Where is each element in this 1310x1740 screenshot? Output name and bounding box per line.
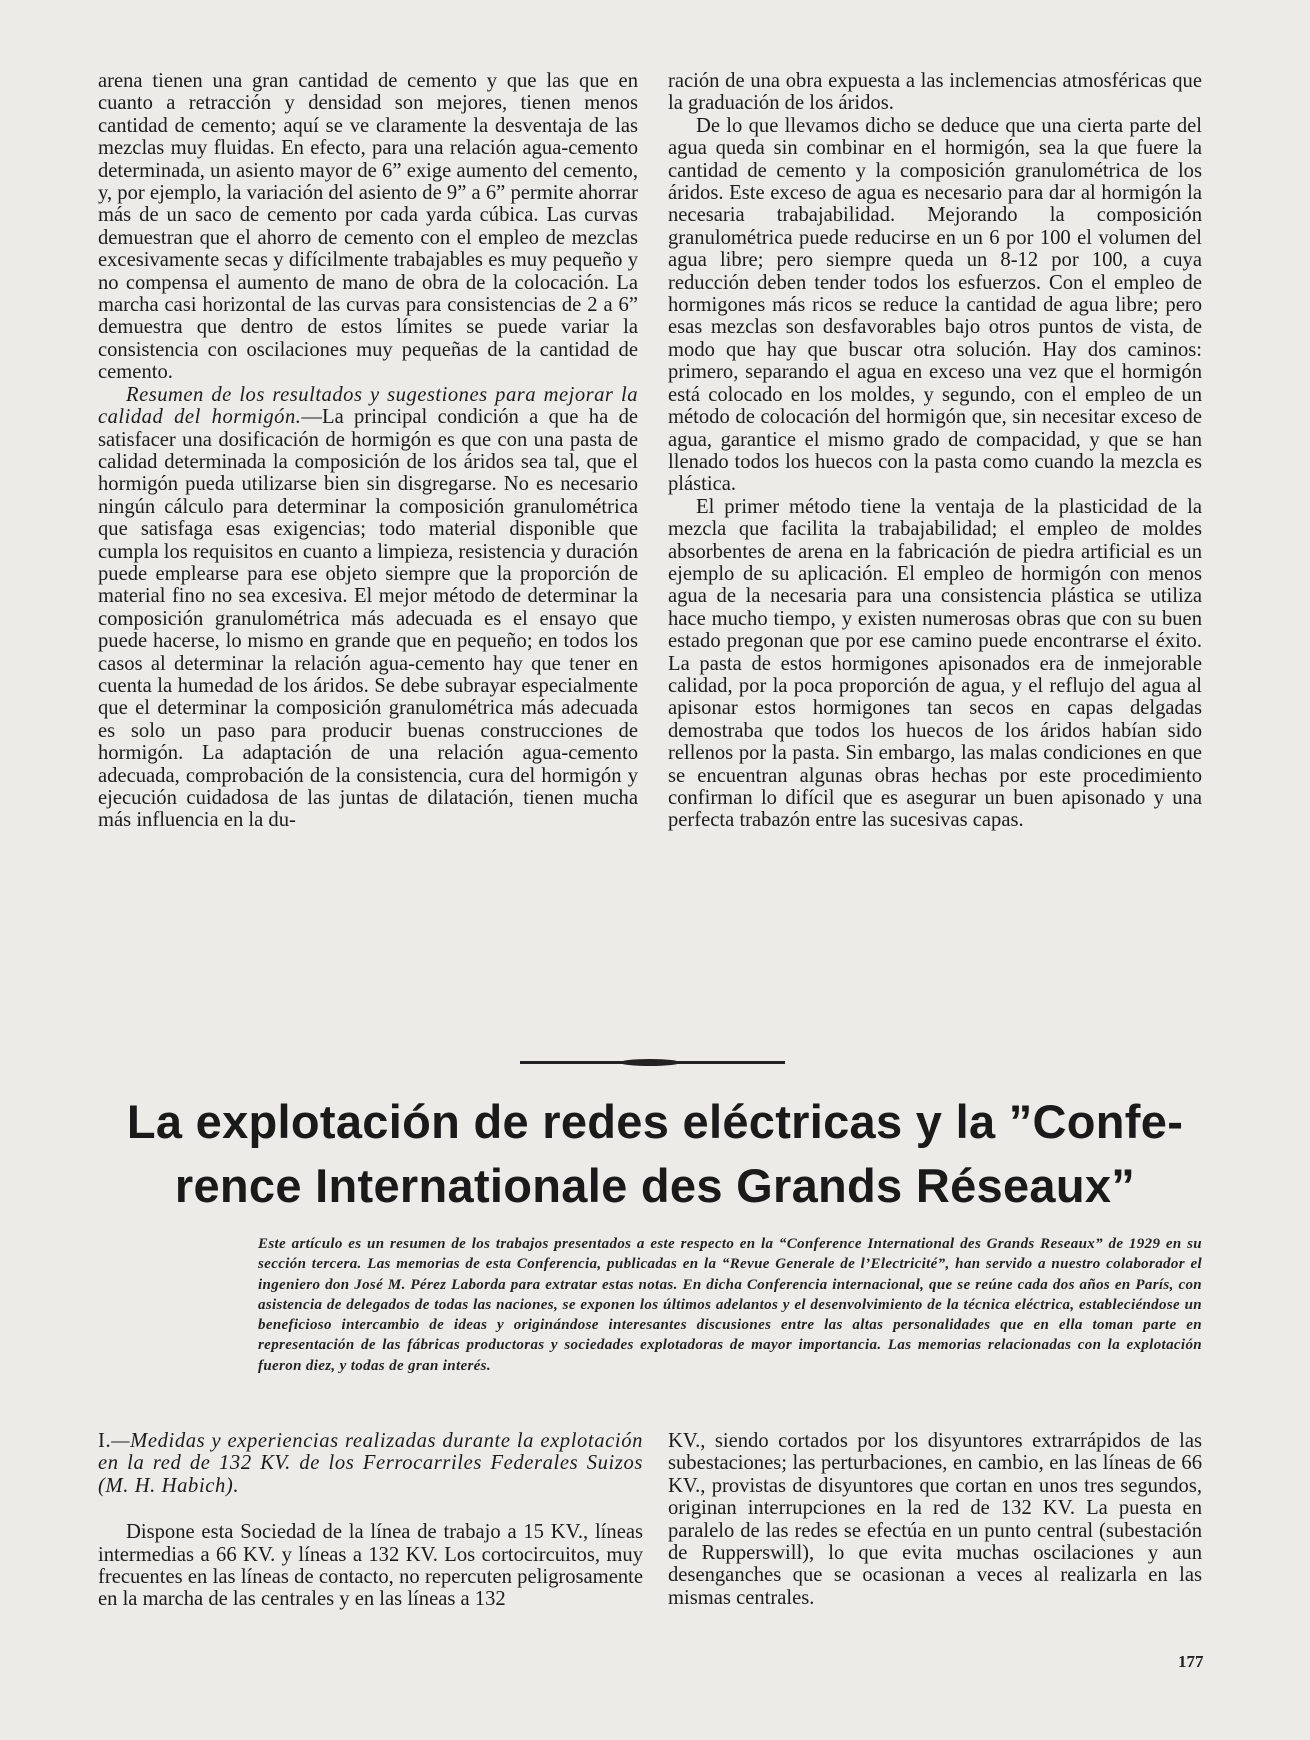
left-column [98, 70, 638, 832]
article-right-paragraph: KV., siendo cortados por los disyuntores extrarrápidos de las subestaciones; las perturbaciones, en cambio, en las líneas de 66 KV., provistas de disyuntores que cortan en unos tres segundos, originan interrupciones en la red de 132 KV. La puesta en paralelo de las redes se efectúa en un punto central (subestación de Rupperswill), lo que evita muchas oscilaciones y aun desenganches que se ocasionan a veces al realizarla en las mismas centrales. [668, 1430, 1202, 1609]
right-paragraph-2: De lo que llevamos dicho se deduce que una cierta parte del agua queda sin combinar en el hormigón, sea la que fuere la cantidad de cemento y la composición granulométrica de los áridos. Este exceso de agua es necesario para dar al hormigón la necesaria trabajabilidad. Mejorando la composición granulométrica puede reducirse en un 6 por 100 el volumen del agua libre; pero siempre queda un 8-12 por 100, a cuya reducción deben tender todos los esfuerzos. Con el empleo de hormigones más ricos se reduce la cantidad de agua libre; pero esas mezclas son desfavorables bajo otros puntos de vista, de modo que hay que buscar otra solución. Hay dos caminos: primero, separando el agua en exceso una vez que el hormigón está colocado en los moldes, y segundo, con el empleo de un método de colocación del hormigón que, sin necesitar exceso de agua, garantice el mismo grado de compacidad, y que se han llenado todos los huecos con la pasta como cuando la mezcla es plástica. [668, 114, 1202, 496]
summary-heading: Resumen de los resultados y sugestiones para mejorar la calidad del hormigón. [98, 383, 638, 429]
summary-body: —La principal condición a que ha de satisfacer una dosificación de hormigón es que con una pasta de calidad determinada la composición de los áridos sea tal, que el hormigón pueda utilizarse bien sin disgregarse. No es necesario ningún cálculo para determinar la composición granulométrica que satisfaga esas exigencias; todo material disponible que cumpla los requisitos en cuanto a limpieza, resistencia y duración puede emplearse para ese objeto siempre que la proporción de material fino no sea excesiva. El mejor método de determinar la composición granulométrica más adecuada es el ensayo que puede hacerse, lo mismo en grande que en pequeño; en todos los casos al determinar la relación agua-cemento hay que tener en cuenta la humedad de los áridos. Se debe subrayar especialmente que el determinar la composición granulométrica más adecuada es solo un paso para producir buenas construcciones de hormigón. La adaptación de una relación agua-cemento adecuada, comprobación de la consistencia, cura del hormigón y ejecución cuidadosa de las juntas de dilatación, tienen mucha más influencia en la du- [98, 406, 639, 832]
right-column [668, 70, 1202, 832]
article-title-line-1: La explotación de redes eléctricas y la ”Confe- [126, 1095, 1184, 1148]
right-paragraph-3: El primer método tiene la ventaja de la plasticidad de la mezcla que facilita la trabajabilidad; el empleo de moldes absorbentes de arena en la fabricación de piedra artificial es un ejemplo de su aplicación. El empleo de hormigón con menos agua de la necesaria para una consistencia plástica se utiliza hace mucho tiempo, y existen numerosas obras que con su buen estado pregonan que por ese camino puede encontrarse el éxito. La pasta de estos hormigones apisonados era de inmejorable calidad, por la poca proporción de agua, y el reflujo del agua al apisonar estos hormigones tan secos en capas delgadas demostraba que todos los huecos de los áridos habían sido rellenos por la pasta. Sin embargo, las malas condiciones en que se encuentran algunas obras hechas por este procedimiento confirman lo difícil que es asegurar un buen apisonado y una perfecta trabazón entre las sucesivas capas. [668, 495, 1202, 832]
article-right-column [668, 1430, 1202, 1609]
article-title [90, 1090, 1220, 1218]
section-number: I. [98, 1430, 112, 1452]
article-title-line-2: rence Internationale des Grands Réseaux” [174, 1159, 1136, 1212]
left-paragraph-2 [98, 384, 638, 832]
article-left-paragraph: Dispone esta Sociedad de la línea de trabajo a 15 KV., líneas intermedias a 66 KV. y líneas a 132 KV. Los cortocircuitos, muy frecuentes en las líneas de contacto, no repercuten peligrosamente en la marcha de las centrales y en las líneas a 132 [98, 1521, 643, 1611]
right-paragraph-1: ración de una obra expuesta a las inclemencias atmosféricas que la graduación de los áridos. [668, 70, 1202, 115]
left-paragraph-1: arena tienen una gran cantidad de cemento y que las que en cuanto a retracción y densidad son mejores, tienen menos cantidad de cemento; aquí se ve claramente la desventaja de las mezclas muy fluidas. En efecto, para una relación agua-cemento determinada, un asiento mayor de 6” exige aumento del cemento, y, por ejemplo, la variación del asiento de 9” a 6” permite ahorrar más de un saco de cemento por cada yarda cúbica. Las curvas demuestran que el ahorro de cemento con el empleo de mezclas excesivamente secas y difícilmente trabajables es muy pequeño y no compensa el aumento de mano de obra de la colocación. La marcha casi horizontal de las curvas para consistencias de 2 a 6” demuestra que dentro de estos límites se puede variar la consistencia con oscilaciones muy pequeñas de la cantidad de cemento. [98, 70, 638, 384]
section-heading [98, 1430, 643, 1497]
section-heading-text: —Medidas y experiencias realizadas durante la explotación en la red de 132 KV. de los Ferrocarriles Federales Suizos (M. H. Habich). [98, 1430, 643, 1497]
article-left-column [98, 1430, 643, 1611]
section-divider [520, 1061, 785, 1064]
article-abstract: Este artículo es un resumen de los trabajos presentados a este respecto en la “Conference International des Grands Reseaux” de 1929 en su sección tercera. Las memorias de esta Conferencia, publicadas en la “Revue Generale de l’Electricité”, han servido a nuestro colaborador el ingeniero don José M. Pérez Laborda para extratar estas notas. En dicha Conferencia internacional, que se reúne cada dos años en París, con asistencia de delegados de todas las naciones, se exponen los últimos adelantos y el desenvolvimiento de la técnica eléctrica, estableciéndose un beneficioso intercambio de ideas y originándose interesantes discusiones entre las altas personalidades que en ella toman parte en representación de las fábricas productoras y sociedades explotadoras de mayor importancia. Las memorias relacionadas con la explotación fueron diez, y todas de gran interés. [258, 1236, 1202, 1374]
page-number: 177 [1178, 1652, 1204, 1671]
